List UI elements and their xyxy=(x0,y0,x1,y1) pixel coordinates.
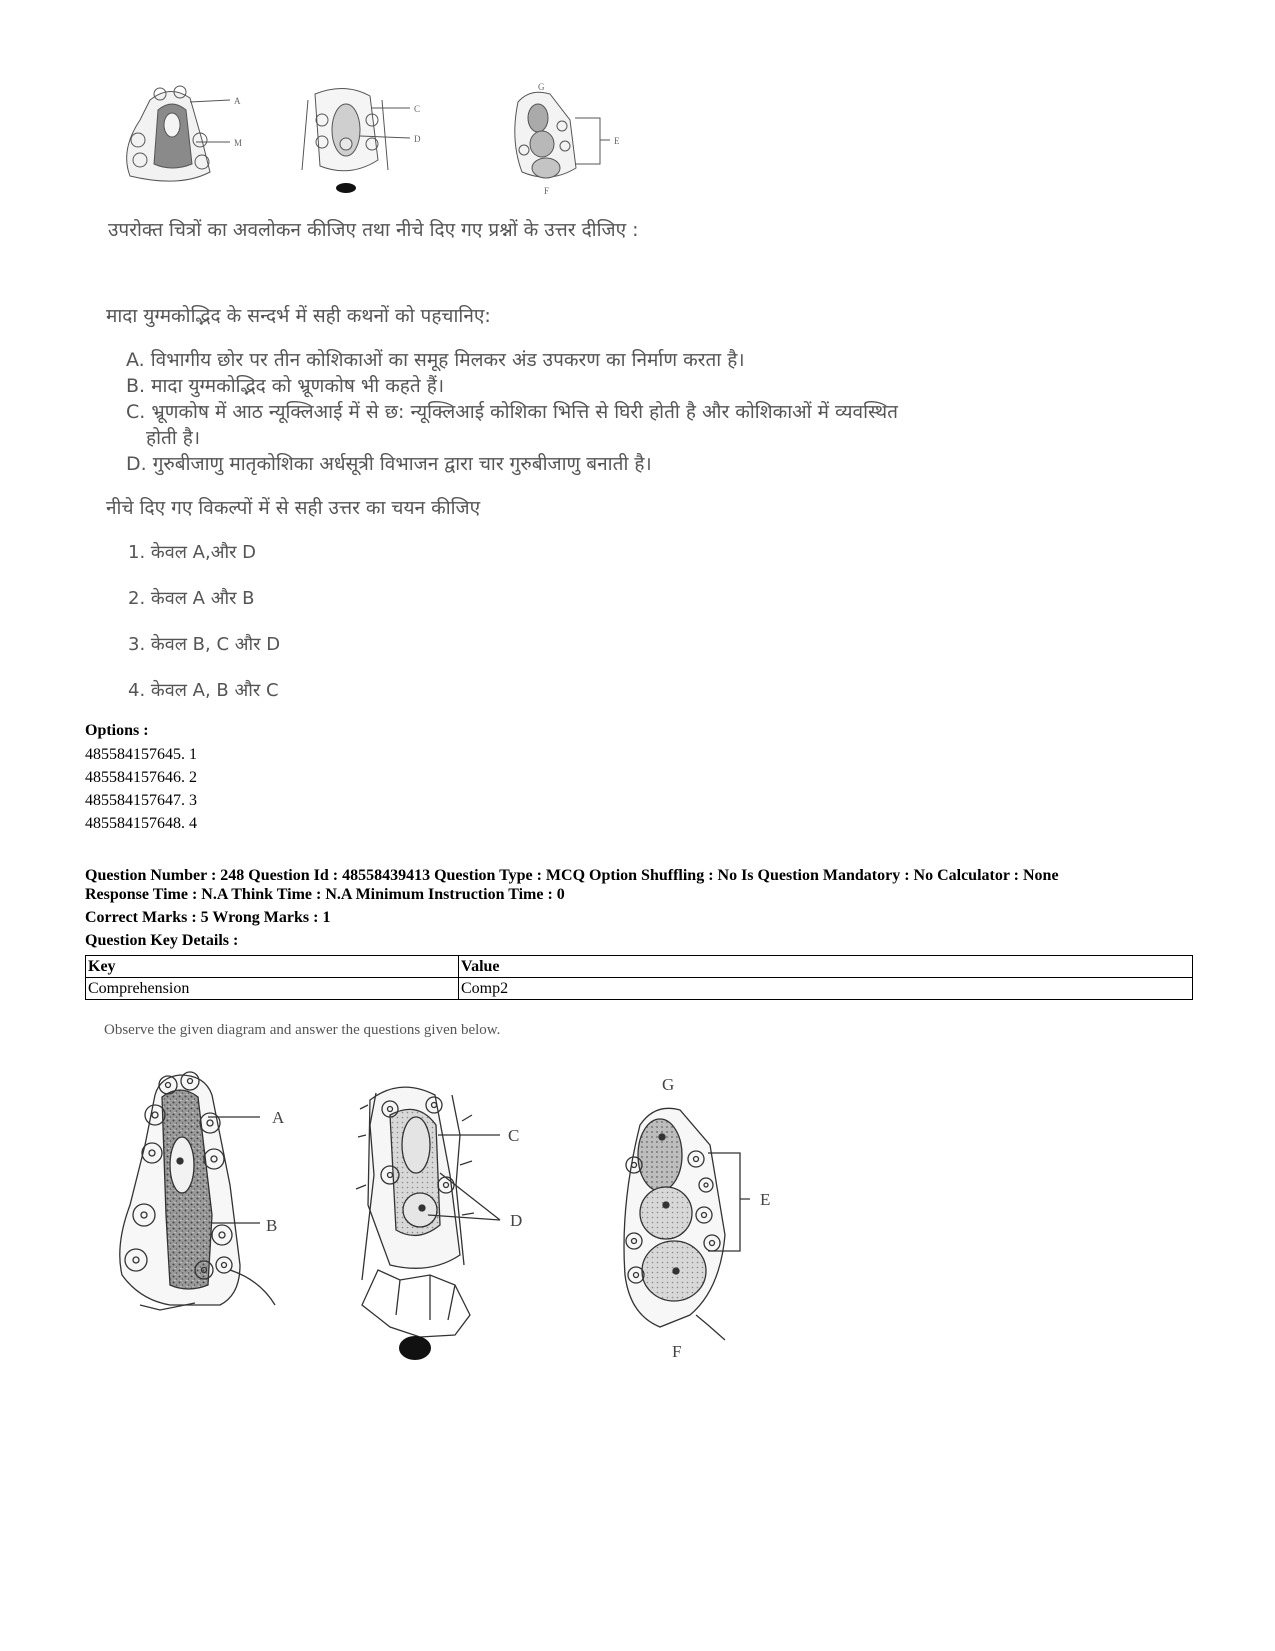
options-heading: Options : xyxy=(85,722,149,739)
table-cell-value: Comp2 xyxy=(459,978,1193,1000)
top-label-e: E xyxy=(614,136,620,146)
label-d: D xyxy=(510,1211,523,1230)
ovule-diagram-2 xyxy=(356,1087,500,1360)
hindi-choice-4: 4. केवल A, B और C xyxy=(128,680,279,701)
hindi-instruction: उपरोक्त चित्रों का अवलोकन कीजिए तथा नीचे दिए गए प्रश्नों के उत्तर दीजिए : xyxy=(108,219,639,241)
table-header-row xyxy=(86,956,1193,978)
question-meta-line-1: Question Number : 248 Question Id : 48558439413 Question Type : MCQ Option Shuffling : No Is Question Mandatory : No Calculator : None xyxy=(85,867,1059,884)
top-ovule-diagram-3 xyxy=(515,92,610,178)
table-row xyxy=(86,978,1193,1000)
option-item-1: 485584157645. 1 xyxy=(85,746,197,763)
label-f: F xyxy=(672,1342,682,1361)
label-g: G xyxy=(662,1075,675,1094)
table-cell-key: Comprehension xyxy=(86,978,459,1000)
key-details-heading: Question Key Details : xyxy=(85,932,239,949)
key-details-table-wrap xyxy=(85,955,1193,1000)
top-label-m: M xyxy=(234,138,243,148)
hindi-statement-c: C. भ्रूणकोष में आठ न्यूक्लिआई में से छ: न्यूक्लिआई कोशिका भित्ति से घिरी होती है और कोशिकाओं में व्यवस्थित xyxy=(126,401,898,423)
top-figure-svg xyxy=(110,80,650,205)
table-header-key: Key xyxy=(86,956,459,978)
option-item-2: 485584157646. 2 xyxy=(85,769,197,786)
label-b: B xyxy=(266,1216,278,1235)
top-label-c: C xyxy=(414,104,421,114)
hindi-statement-c-cont: होती है। xyxy=(146,427,201,449)
top-ovule-diagram-2 xyxy=(302,88,410,193)
english-instruction: Observe the given diagram and answer the questions given below. xyxy=(104,1022,501,1038)
top-label-d: D xyxy=(414,134,421,144)
top-figure xyxy=(110,80,650,205)
ovule-diagram-3 xyxy=(624,1108,750,1340)
table-header-value: Value xyxy=(459,956,1193,978)
hindi-choice-1: 1. केवल A,और D xyxy=(128,542,257,563)
hindi-choice-2: 2. केवल A और B xyxy=(128,588,255,609)
ovule-diagram-1 xyxy=(120,1072,278,1310)
hindi-question: मादा युग्मकोद्भिद के सन्दर्भ में सही कथनों को पहचानिए: xyxy=(106,305,491,327)
hindi-statement-a: A. विभागीय छोर पर तीन कोशिकाओं का समूह मिलकर अंड उपकरण का निर्माण करता है। xyxy=(126,349,745,371)
hindi-statement-b: B. मादा युग्मकोद्भिद को भ्रूणकोष भी कहते हैं। xyxy=(126,375,445,397)
label-a: A xyxy=(272,1108,285,1127)
option-item-3: 485584157647. 3 xyxy=(85,792,197,809)
question-meta-line-2: Response Time : N.A Think Time : N.A Minimum Instruction Time : 0 xyxy=(85,886,565,903)
bottom-figure-svg xyxy=(100,1065,800,1365)
key-details-table xyxy=(85,955,1193,1000)
hindi-choice-3: 3. केवल B, C और D xyxy=(128,634,281,655)
label-c: C xyxy=(508,1126,520,1145)
hindi-choose: नीचे दिए गए विकल्पों में से सही उत्तर का चयन कीजिए xyxy=(106,497,481,519)
top-ovule-diagram-1 xyxy=(127,86,230,181)
top-label-g: G xyxy=(538,82,545,92)
marks-line: Correct Marks : 5 Wrong Marks : 1 xyxy=(85,909,331,926)
label-e: E xyxy=(760,1190,771,1209)
bottom-figure xyxy=(100,1065,800,1365)
top-label-a: A xyxy=(234,96,241,106)
option-item-4: 485584157648. 4 xyxy=(85,815,197,832)
top-label-f: F xyxy=(544,186,550,196)
hindi-statement-d: D. गुरुबीजाणु मातृकोशिका अर्धसूत्री विभाजन द्वारा चार गुरुबीजाणु बनाती है। xyxy=(126,453,652,475)
